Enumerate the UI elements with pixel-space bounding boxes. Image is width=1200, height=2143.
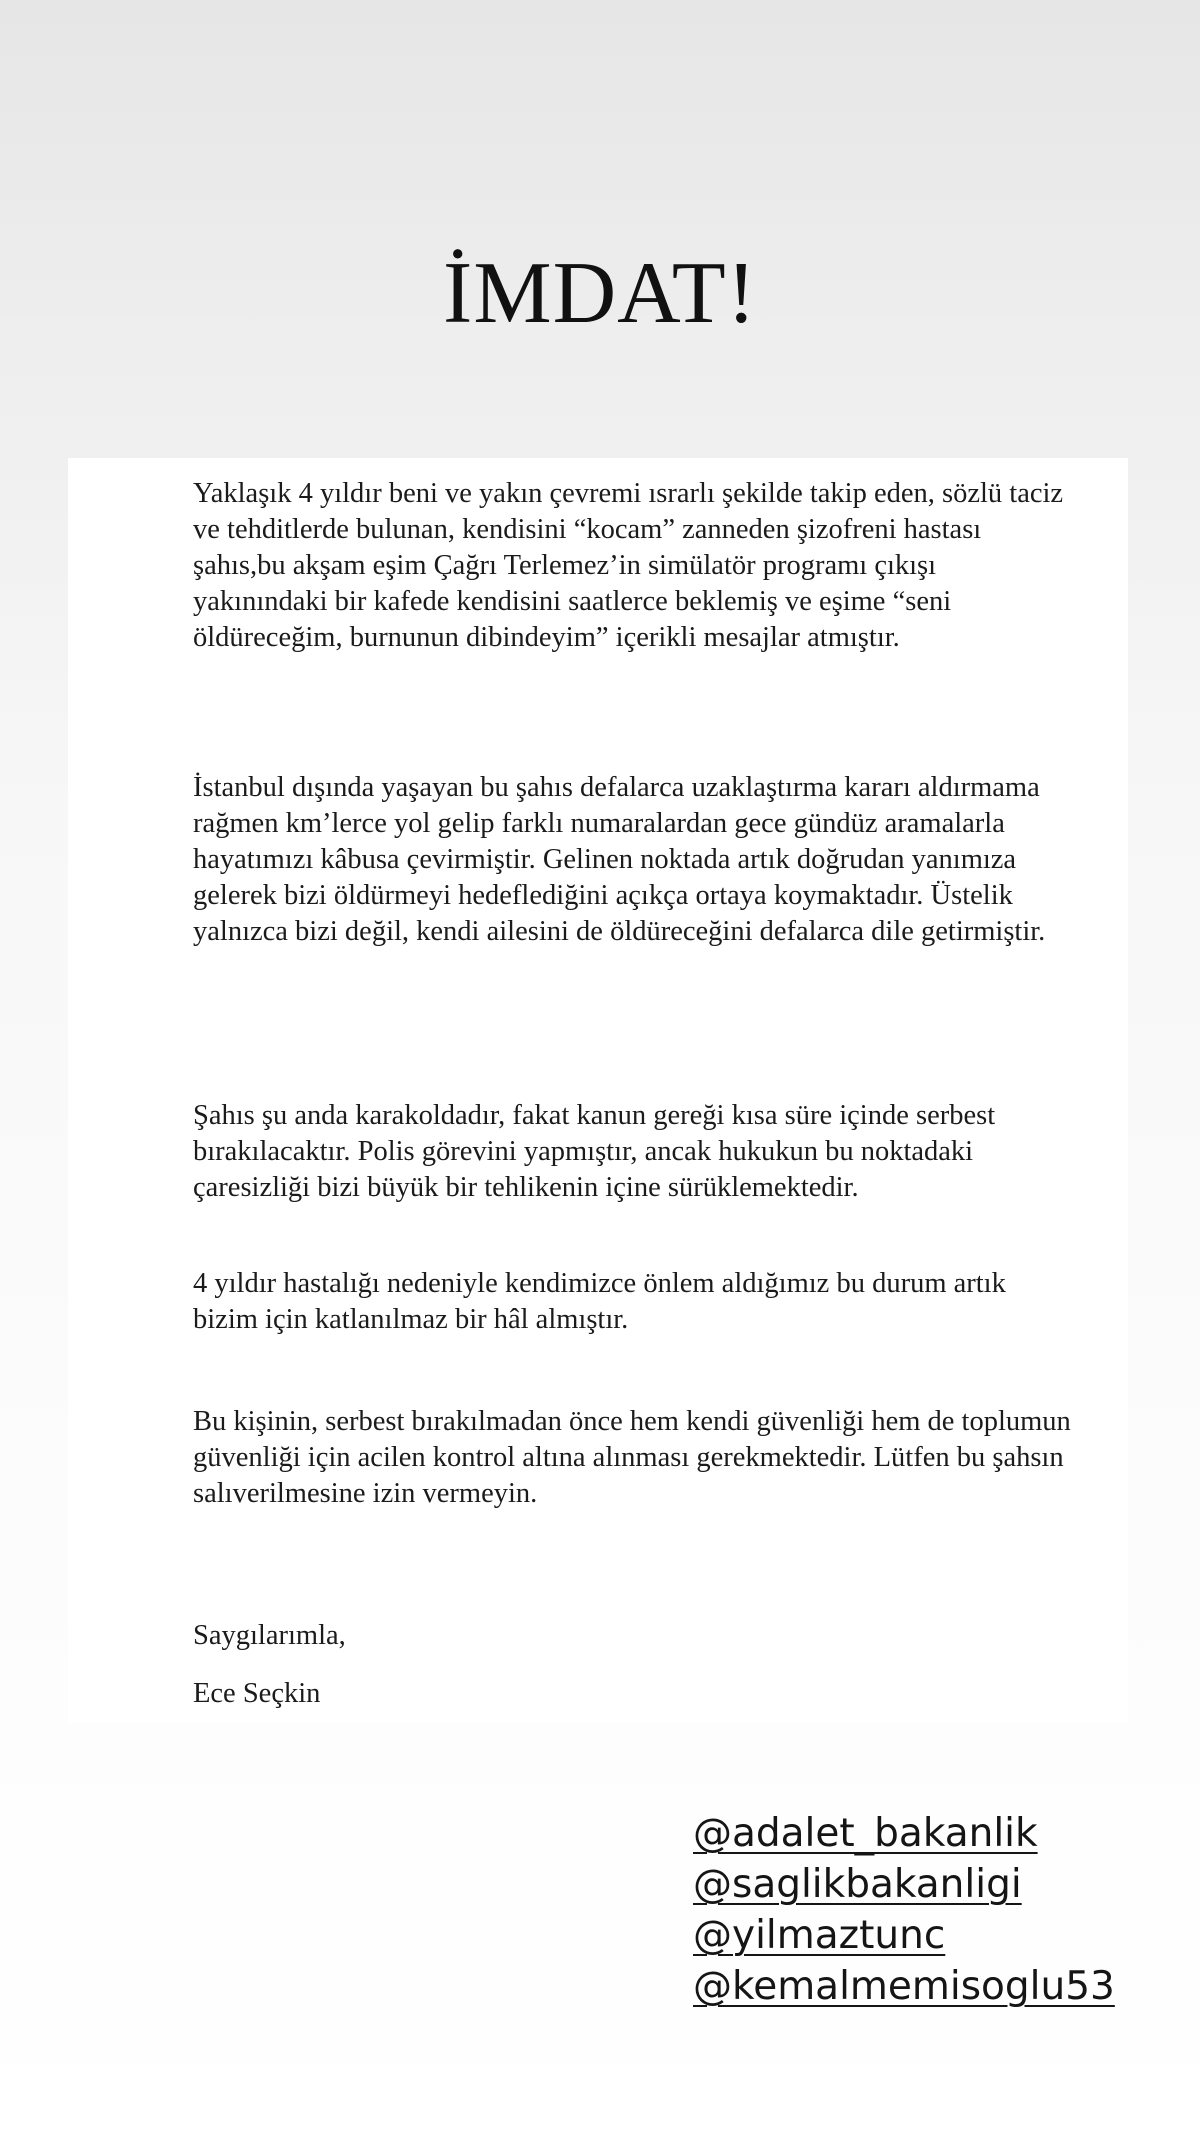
- mention-saglikbakanligi[interactable]: @saglikbakanligi: [693, 1862, 1022, 1907]
- mention-kemalmemisoglu53[interactable]: @kemalmemisoglu53: [693, 1964, 1115, 2009]
- letter-paragraph-5: Bu kişinin, serbest bırakılmadan önce hem kendi güvenliği hem de toplumun güvenliği için acilen kontrol altına alınması gerekmektedir. Lütfen bu şahsın salıverilmesine izin vermeyin.: [193, 1406, 1071, 1509]
- page-title: İMDAT!: [443, 245, 757, 342]
- letter-paragraph-4: 4 yıldır hastalığı nedeniyle kendimizce önlem aldığımız bu durum artık bizim için katlanılmaz bir hâl almıştır.: [193, 1268, 1006, 1335]
- letter-paragraph-2: İstanbul dışında yaşayan bu şahıs defalarca uzaklaştırma kararı aldırmama rağmen km’lerce yol gelip farklı numaralardan gece gündüz aramalarla hayatımızı kâbusa çevirmiştir. Gelinen noktada artık doğrudan yanımıza gelerek bizi öldürmeyi hedeflediğini açıkça ortaya koymaktadır. Üstelik yalnızca bizi değil, kendi ailesini de öldüreceğini defalarca dile getirmiştir.: [193, 772, 1046, 947]
- letter-paper: [68, 458, 1128, 1723]
- mention-list: [693, 1808, 1193, 2012]
- letter-paragraph-3: Şahıs şu anda karakoldadır, fakat kanun gereği kısa süre içinde serbest bırakılacaktır. Polis görevini yapmıştır, ancak hukukun bu noktadaki çaresizliği bizi büyük bir tehlikenin içine sürüklemektedir.: [193, 1100, 996, 1203]
- letter-signature: Ece Seçkin: [193, 1678, 321, 1709]
- letter-closing: Saygılarımla,: [193, 1620, 346, 1651]
- letter-paragraph-1: Yaklaşık 4 yıldır beni ve yakın çevremi ısrarlı şekilde takip eden, sözlü taciz ve tehditlerde bulunan, kendisini “kocam” zanneden şizofreni hastası şahıs,bu akşam eşim Çağrı Terlemez’in simülatör programı çıkışı yakınındaki bir kafede kendisini saatlerce beklemiş ve eşime “seni öldüreceğim, burnunun dibindeyim” içerikli mesajlar atmıştır.: [193, 478, 1064, 653]
- mention-adalet-bakanlik[interactable]: @adalet_bakanlik: [693, 1811, 1038, 1856]
- mention-yilmaztunc[interactable]: @yilmaztunc: [693, 1913, 946, 1958]
